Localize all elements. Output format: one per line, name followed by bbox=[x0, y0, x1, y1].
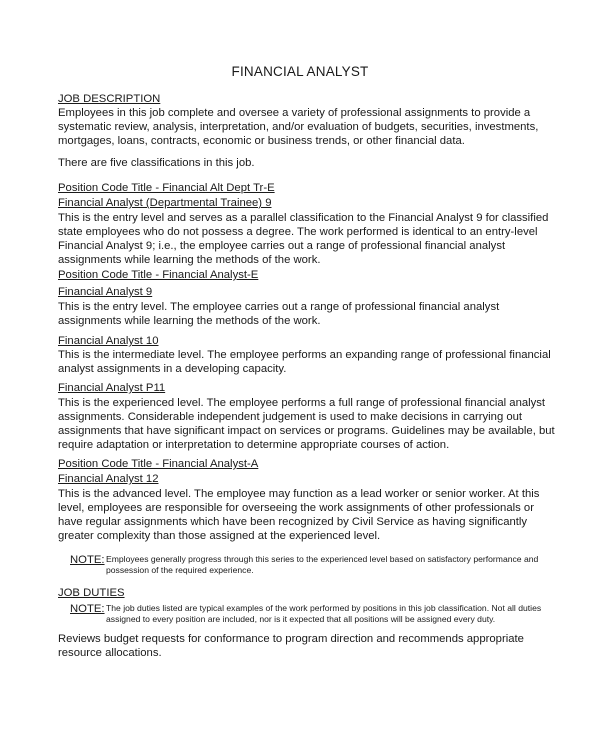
level-description: This is the intermediate level. The employee performs an expanding range of professional financial analyst assignments in a developing capacity. bbox=[58, 349, 551, 376]
level-title: Financial Analyst (Departmental Trainee) 9 bbox=[58, 197, 272, 209]
level-description: This is the advanced level. The employee may function as a lead worker or senior worker. At this level, employees are responsible for overseeing the work assignments of other professionals or have regular assignments which have been recognized by Civil Service as having significantly greater complexity than those assigned at the experienced level. bbox=[58, 488, 540, 543]
level-description: This is the entry level and serves as a parallel classification to the Financial Analyst 9 for classified state employees who do not possess a degree. The work performed is identical to an entry-level Financial Analyst 9; i.e., the employee carries out a range of professional financial analyst assignments while learning the methods of the work. bbox=[58, 212, 549, 267]
level-title: Financial Analyst 10 bbox=[58, 335, 159, 347]
level-title: Financial Analyst 12 bbox=[58, 473, 159, 485]
classification-count: There are five classifications in this job. bbox=[58, 157, 255, 169]
job-description-intro: Employees in this job complete and oversee a variety of professional assignments to provide a systematic review, analysis, interpretation, and/or evaluation of budgets, securities, investments, mortgages, loans, contracts, economic or business trends, or other financial data. bbox=[58, 107, 539, 148]
position-code-title: Position Code Title - Financial Alt Dept Tr-E bbox=[58, 182, 275, 194]
job-description-heading: JOB DESCRIPTION bbox=[58, 93, 161, 105]
level-title: Financial Analyst P11 bbox=[58, 382, 166, 394]
level-description: This is the experienced level. The employee performs a full range of professional financial analyst assignments. Considerable independent judgement is used to make decisions in carrying out assignments that have significant impact on services or programs. Guidelines may be available, but require adaptation or interpretation to determine appropriate courses of action. bbox=[58, 397, 555, 452]
duty-item: Reviews budget requests for conformance to program direction and recommends appropriate resource allocations. bbox=[58, 633, 524, 660]
position-code-title: Position Code Title - Financial Analyst-A bbox=[58, 458, 259, 470]
level-title: Financial Analyst 9 bbox=[58, 286, 153, 298]
level-description: This is the entry level. The employee carries out a range of professional financial analyst assignments while learning the methods of the work. bbox=[58, 301, 500, 328]
job-duties-heading: JOB DUTIES bbox=[58, 587, 125, 599]
position-code-title: Position Code Title - Financial Analyst-E bbox=[58, 269, 259, 281]
duties-note-text: The job duties listed are typical examples of the work performed by positions in this job classification. Not all duties assigned to every position are included, nor is it expected that all positions will be assigned every duty. bbox=[106, 603, 542, 625]
note-label: NOTE: bbox=[70, 554, 105, 566]
note-text: Employees generally progress through this series to the experienced level based on satisfactory performance and possession of the required experience. bbox=[106, 554, 539, 576]
document-title: FINANCIAL ANALYST bbox=[231, 64, 369, 79]
duties-note-label: NOTE: bbox=[70, 603, 105, 615]
